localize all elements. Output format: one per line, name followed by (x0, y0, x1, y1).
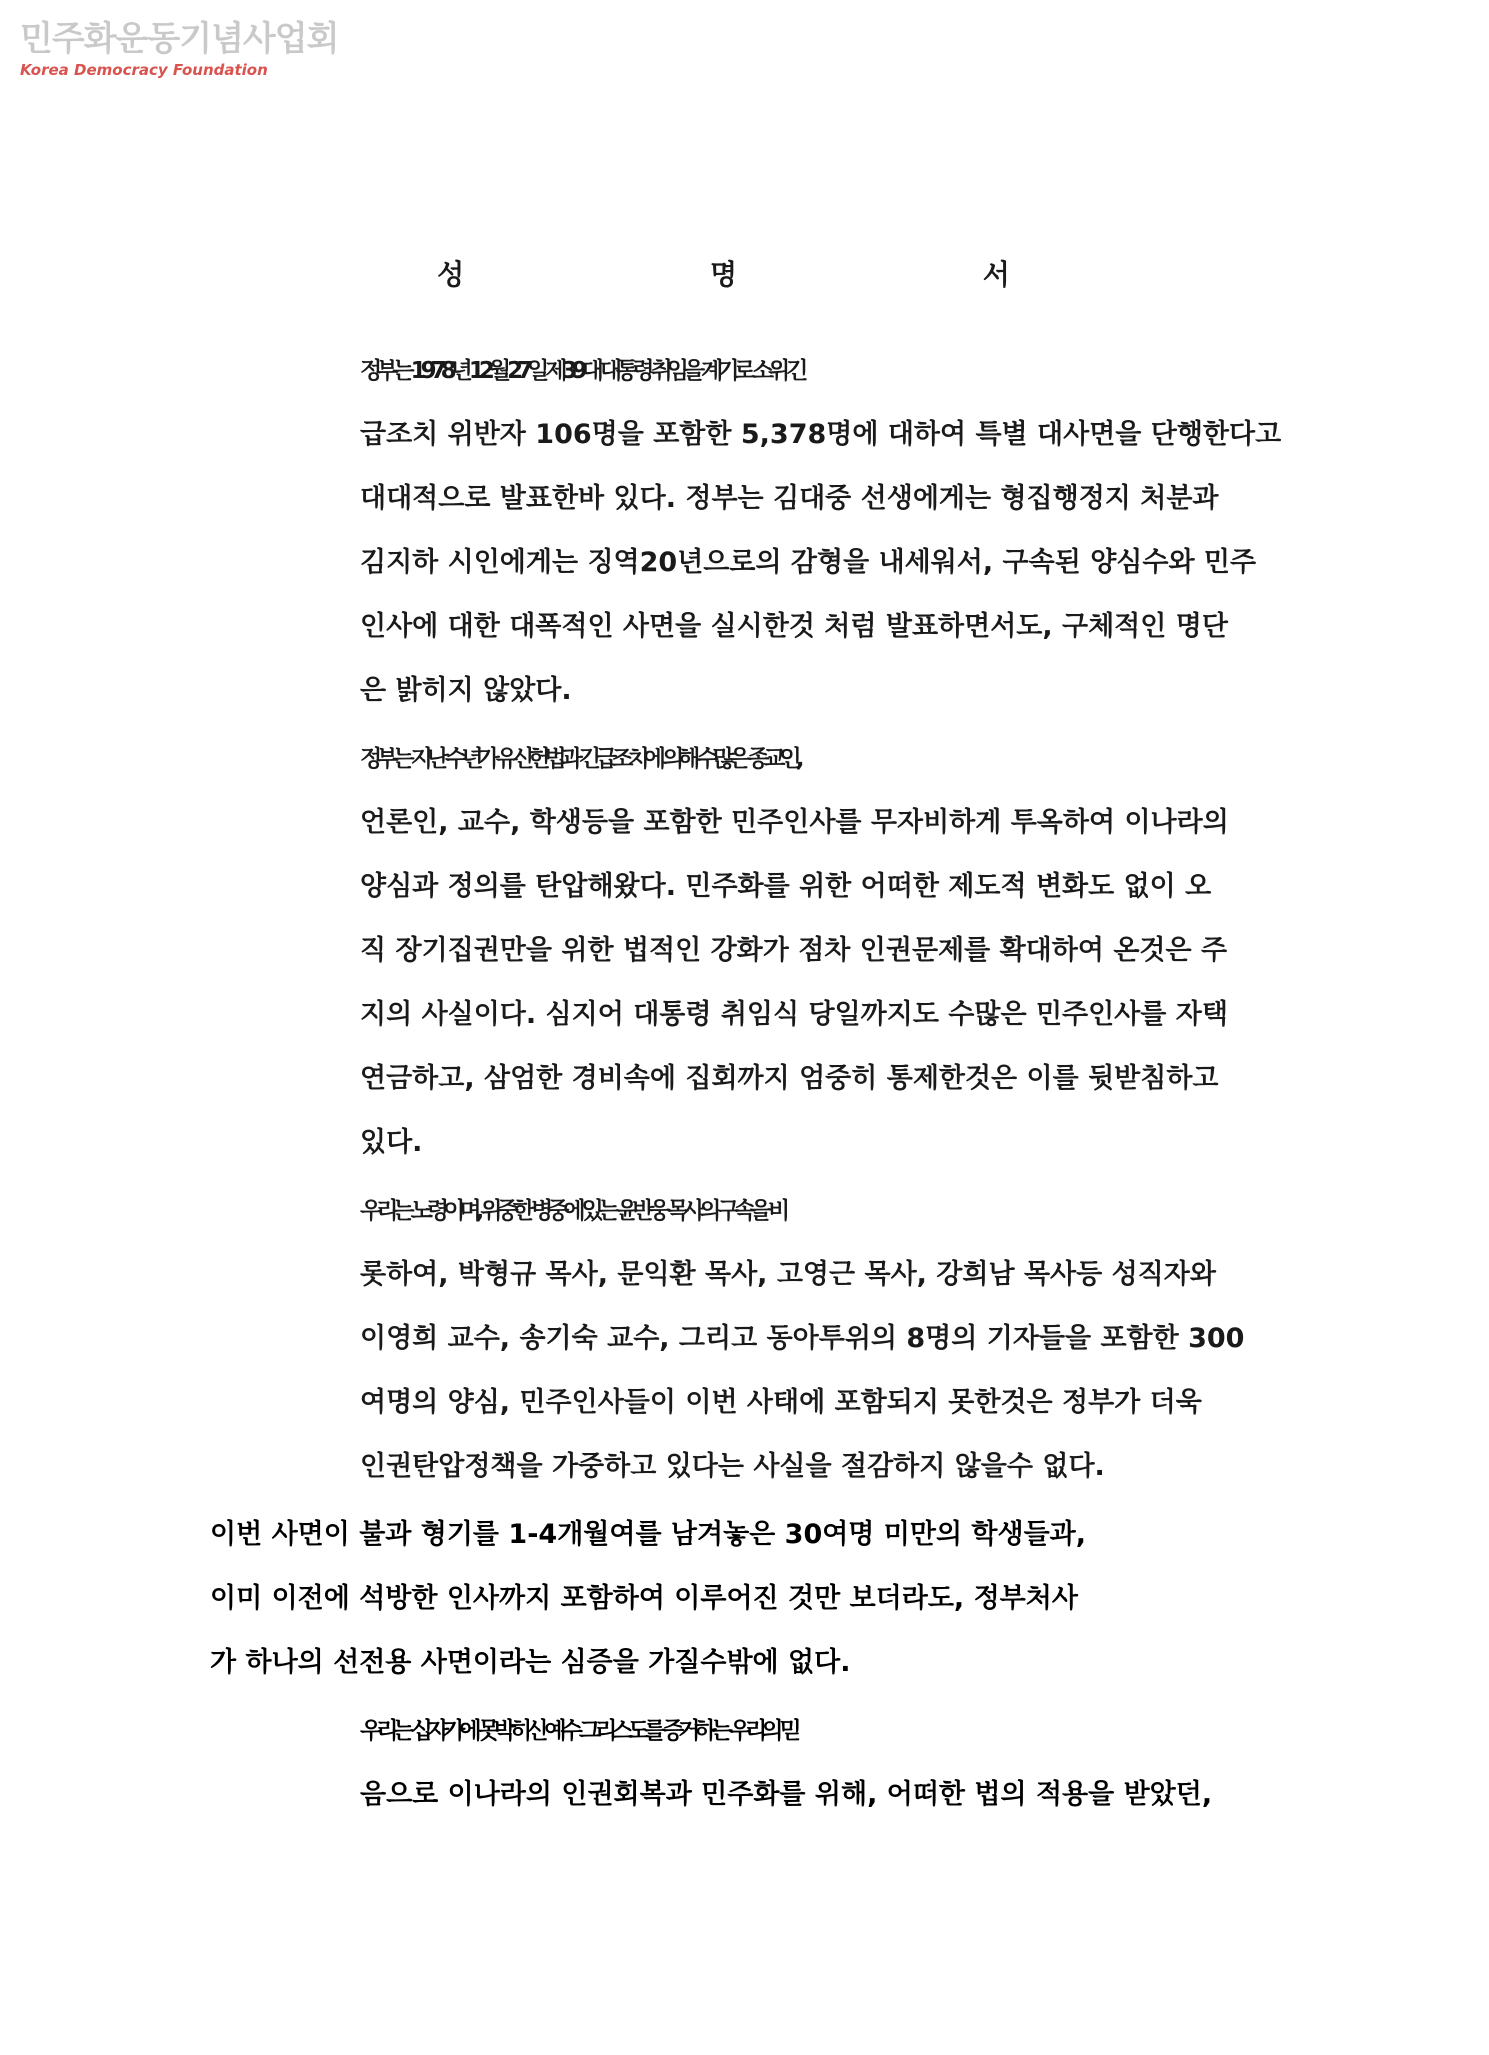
text-line: 인권탄압정책을 가중하고 있다는 사실을 절감하지 않을수 없다. (360, 1451, 1105, 1482)
text-line: 이번 사면이 불과 형기를 1-4개월여를 남겨놓은 30여명 미만의 학생들과, (210, 1519, 1087, 1550)
document-title: 성 명 서 (437, 258, 1128, 291)
text-line: 김지하 시인에게는 징역20년으로의 감형을 내세워서, 구속된 양심수와 민주 (360, 547, 1257, 578)
watermark-korean-text: 민주화운동기념사업회 (20, 19, 339, 59)
text-line: 있다. (360, 1127, 423, 1158)
text-line: 정부는 1978년 12월 27일 제39대 대통령 취임을 계기로 소위 긴 (360, 358, 803, 384)
paragraph-5 (210, 1699, 1285, 1827)
text-line: 직 장기집권만을 위한 법적인 강화가 점차 인권문제를 확대하여 온것은 주 (360, 935, 1228, 966)
text-line: 여명의 양심, 민주인사들이 이번 사태에 포함되지 못한것은 정부가 더욱 (360, 1387, 1202, 1418)
watermark-english-text: Korea Democracy Foundation (20, 61, 268, 79)
text-line: 이미 이전에 석방한 인사까지 포함하여 이루어진 것만 보더라도, 정부처사 (210, 1583, 1078, 1614)
text-line: 우리는 노령이며, 위중한 병중에 있는 윤반웅 목사의 구속을 비 (360, 1198, 785, 1224)
paragraph-1 (210, 339, 1285, 723)
text-line: 정부는 지난 수년가 유신헌법과 긴급조치에 의해 수많은 종교인, (360, 746, 799, 772)
statement-document (210, 255, 1285, 1831)
text-line: 대대적으로 발표한바 있다. 정부는 김대중 선생에게는 형집행정지 처분과 (360, 483, 1219, 514)
text-line: 양심과 정의를 탄압해왔다. 민주화를 위한 어떠한 제도적 변화도 없이 오 (360, 871, 1212, 902)
paragraph-4 (210, 1503, 1285, 1695)
text-line: 가 하나의 선전용 사면이라는 심증을 가질수밖에 없다. (210, 1647, 851, 1678)
text-line: 급조치 위반자 106명을 포함한 5,378명에 대하여 특별 대사면을 단행한다고 (360, 419, 1282, 450)
text-line: 은 밝히지 않았다. (360, 675, 572, 706)
paragraph-3 (210, 1179, 1285, 1499)
text-line: 지의 사실이다. 심지어 대통령 취임식 당일까지도 수많은 민주인사를 자택 (360, 999, 1228, 1030)
text-line: 롯하여, 박형규 목사, 문익환 목사, 고영근 목사, 강희남 목사등 성직자와 (360, 1259, 1216, 1290)
text-line: 인사에 대한 대폭적인 사면을 실시한것 처럼 발표하면서도, 구체적인 명단 (360, 611, 1228, 642)
text-line: 음으로 이나라의 인권회복과 민주화를 위해, 어떠한 법의 적용을 받았던, (360, 1779, 1213, 1810)
text-line: 연금하고, 삼엄한 경비속에 집회까지 엄중히 통제한것은 이를 뒷받침하고 (360, 1063, 1219, 1094)
text-line: 언론인, 교수, 학생등을 포함한 민주인사를 무자비하게 투옥하여 이나라의 (360, 807, 1229, 838)
text-line: 우리는 십자가에 못박히신 예수 그리스도를 증거하는 우리의 믿 (360, 1718, 796, 1744)
text-line: 이영희 교수, 송기숙 교수, 그리고 동아투위의 8명의 기자들을 포함한 300 (360, 1323, 1245, 1354)
foundation-watermark (20, 18, 339, 80)
paragraph-2 (210, 727, 1285, 1175)
